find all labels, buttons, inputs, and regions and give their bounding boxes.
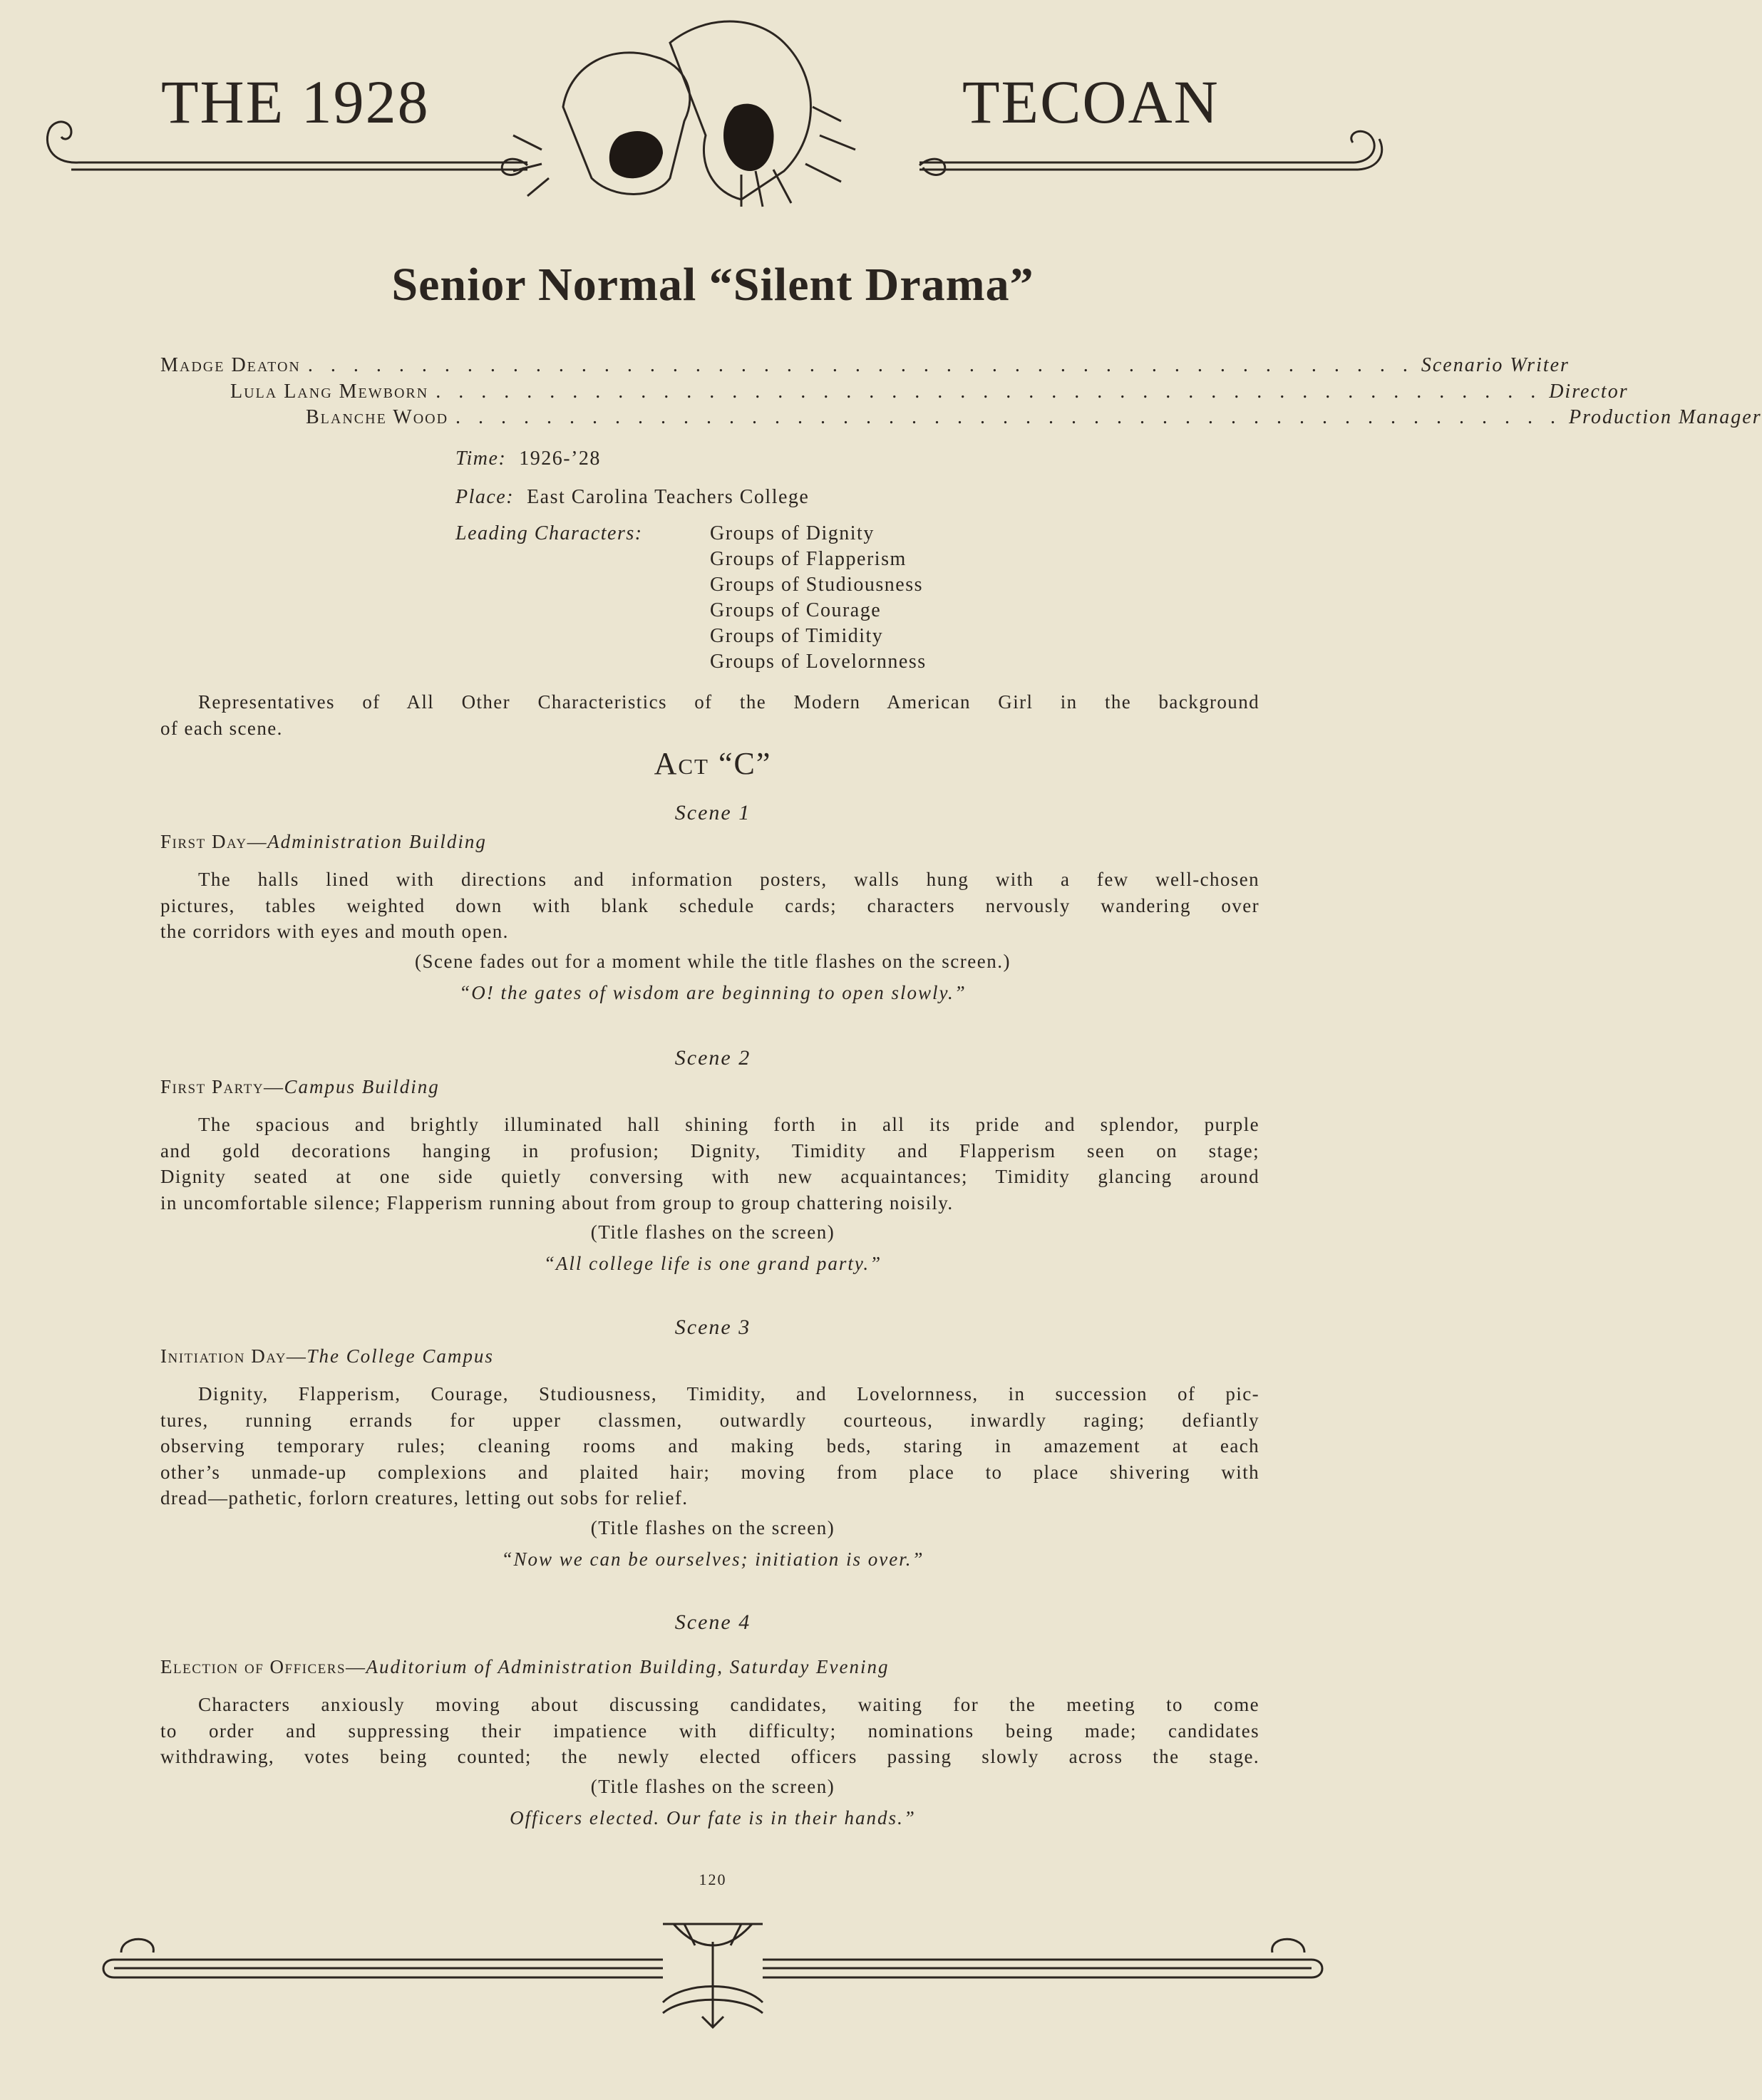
page-title: Senior Normal “Silent Drama” xyxy=(391,259,1034,311)
scene-heading xyxy=(160,1076,440,1098)
title-card-caption: (Scene fades out for a moment while the title flashes on the screen.) xyxy=(415,950,1011,972)
text-line: Dignity seated at one side quietly conversing with new acquaintances; Timidity glancing around xyxy=(160,1166,1259,1187)
title-card-caption: (Title flashes on the screen) xyxy=(590,1221,835,1243)
scene-label: Scene 1 xyxy=(674,801,751,824)
time-label: Time: xyxy=(455,448,507,470)
scene-paragraph xyxy=(160,1381,1259,1511)
scene-location: The College Campus xyxy=(306,1345,494,1367)
footer-ornament xyxy=(0,1910,1426,2038)
scene-event: First Day— xyxy=(160,831,268,852)
scene-location: Administration Building xyxy=(267,831,487,852)
time-line xyxy=(455,446,601,472)
scene-label: Scene 2 xyxy=(674,1046,751,1070)
scene-event: First Party— xyxy=(160,1076,284,1097)
text-line: withdrawing, votes being counted; the newly elected officers passing slowly across the stage. xyxy=(160,1746,1259,1767)
leader-dots: . . . . . . . . . . . . . . . . . . . . . . . . . . . . . . . . . . . . . . . . . . . . . . . . . xyxy=(436,381,1542,403)
text-line: the corridors with eyes and mouth open. xyxy=(160,921,509,942)
character-item: Groups of Flapperism xyxy=(710,548,907,570)
credit-role: Scenario Writer xyxy=(1421,354,1570,376)
character-item: Groups of Lovelornness xyxy=(710,651,927,673)
scene-paragraph xyxy=(160,1112,1259,1216)
credit-row xyxy=(230,379,1629,405)
scene-event: Election of Officers— xyxy=(160,1656,366,1677)
title-card-quote: “O! the gates of wisdom are beginning to open slowly.” xyxy=(459,981,967,1003)
text-line: dread—pathetic, forlorn creatures, letting out sobs for relief. xyxy=(160,1487,689,1509)
scene-heading xyxy=(160,831,487,853)
text-line: observing temporary rules; cleaning rooms and making beds, staring in amazement at each xyxy=(160,1435,1259,1457)
text-line: to order and suppressing their impatience with difficulty; nominations being made; candidates xyxy=(160,1719,1259,1742)
place-line xyxy=(455,485,809,510)
page-number: 120 xyxy=(699,1871,727,1888)
characters-list xyxy=(710,521,927,675)
text-line: pictures, tables weighted down with blank schedule cards; characters nervously wandering over xyxy=(160,894,1259,916)
title-card-quote: Officers elected. Our fate is in their hands.” xyxy=(510,1806,916,1829)
credit-row xyxy=(160,353,1570,378)
character-item: Groups of Studiousness xyxy=(710,574,924,596)
character-item: Groups of Dignity xyxy=(710,522,875,544)
credit-name: Madge Deaton xyxy=(160,354,301,376)
characters-label: Leading Characters: xyxy=(455,522,643,544)
credit-role: Director xyxy=(1549,381,1629,403)
title-card-caption: (Title flashes on the screen) xyxy=(590,1516,835,1538)
leader-dots: . . . . . . . . . . . . . . . . . . . . . . . . . . . . . . . . . . . . . . . . . . . . . . . . . xyxy=(455,406,1562,428)
scene-location: Auditorium of Administration Building, Saturday Evening xyxy=(366,1656,890,1677)
text-line: tures, running errands for upper classmen, outwardly courteous, inwardly raging; defiantly xyxy=(160,1409,1259,1431)
text-line: other’s unmade-up complexions and plaited hair; moving from place to place shivering with xyxy=(160,1461,1259,1483)
scene-label: Scene 3 xyxy=(674,1315,751,1339)
scene-paragraph xyxy=(160,867,1259,945)
credit-row xyxy=(306,405,1762,430)
text-line: The halls lined with directions and information posters, walls hung with a few well-chosen xyxy=(198,869,1259,890)
text-line: of each scene. xyxy=(160,717,283,739)
character-item: Groups of Timidity xyxy=(710,625,884,647)
text-line: Dignity, Flapperism, Courage, Studiousness, Timidity, and Lovelornness, in succession of pic- xyxy=(198,1383,1259,1405)
place-label: Place: xyxy=(455,486,515,508)
credit-role: Production Manager xyxy=(1569,406,1762,428)
text-line: and gold decorations hanging in profusion; Dignity, Timidity and Flapperism seen on stage; xyxy=(160,1139,1259,1162)
running-head-right: TECOAN xyxy=(962,68,1220,136)
scene-location: Campus Building xyxy=(284,1076,440,1097)
scene-label: Scene 4 xyxy=(674,1610,751,1634)
character-item: Groups of Courage xyxy=(710,599,882,621)
time-value: 1926-’28 xyxy=(519,448,601,470)
text-line: in uncomfortable silence; Flapperism running about from group to group chattering noisily. xyxy=(160,1191,954,1214)
text-line: Characters anxiously moving about discussing candidates, waiting for the meeting to come xyxy=(198,1694,1259,1715)
credit-name: Blanche Wood xyxy=(306,406,449,428)
text-line: The spacious and brightly illuminated hall shining forth in all its pride and splendor, purple xyxy=(198,1114,1259,1135)
act-heading: Act “C” xyxy=(654,746,772,781)
title-card-caption: (Title flashes on the screen) xyxy=(590,1775,835,1797)
scene-event: Initiation Day— xyxy=(160,1345,307,1367)
scene-paragraph xyxy=(160,1692,1259,1770)
text-line: Representatives of All Other Characteristics of the Modern American Girl in the background xyxy=(198,691,1259,713)
leader-dots: . . . . . . . . . . . . . . . . . . . . . . . . . . . . . . . . . . . . . . . . . . . . . . . . . xyxy=(307,354,1414,376)
running-head-left: THE 1928 xyxy=(161,68,430,136)
scene-heading xyxy=(160,1656,890,1678)
title-card-quote: “Now we can be ourselves; initiation is over.” xyxy=(501,1548,924,1570)
scene-heading xyxy=(160,1345,494,1367)
title-card-quote: “All college life is one grand party.” xyxy=(543,1253,882,1274)
credit-name: Lula Lang Mewborn xyxy=(230,381,429,403)
place-value: East Carolina Teachers College xyxy=(527,486,810,508)
intro-paragraph xyxy=(160,689,1259,741)
